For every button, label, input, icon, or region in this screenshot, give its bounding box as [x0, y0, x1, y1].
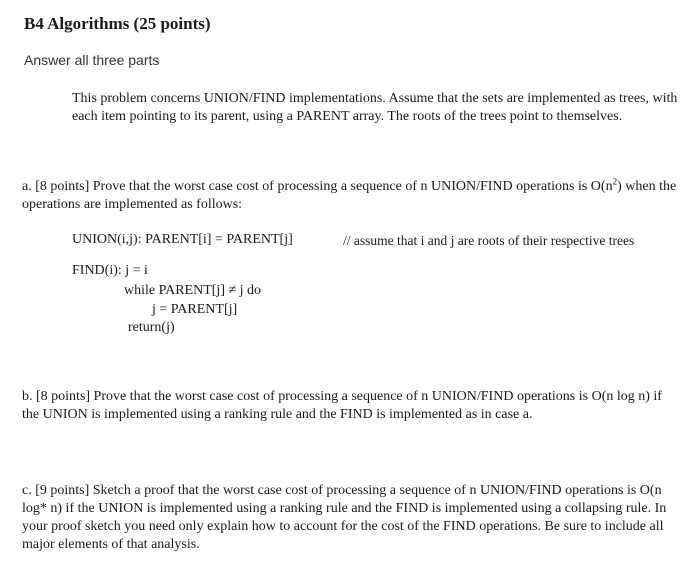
union-comment: // assume that i and j are roots of their respective trees	[343, 233, 635, 248]
instructions: Answer all three parts	[24, 52, 160, 68]
problem-intro: This problem concerns UNION/FIND implementations. Assume that the sets are implemented as trees, with each item pointing to its parent, using a PARENT array. The roots of the trees point to themselves.	[72, 91, 678, 124]
part-a-text	[22, 178, 682, 214]
find-code-line-2: while PARENT[j] ≠ j do	[124, 283, 262, 298]
part-a-exponent: 2	[612, 176, 618, 187]
find-code-line-4: return(j)	[128, 320, 175, 335]
part-b-text: b. [8 points] Prove that the worst case cost of processing a sequence of n UNION/FIND operations is O(n log n) if the UNION is implemented using a ranking rule and the FIND is implemented as in case a.	[22, 389, 662, 422]
page-title: B4 Algorithms (25 points)	[24, 14, 211, 33]
part-c-text: c. [9 points] Sketch a proof that the worst case cost of processing a sequence of n UNION/FIND operations is O(n log* n) if the UNION is implemented using a ranking rule and the FIND is implemented using a collapsing rule. In your proof sketch you need only explain how to account for the cost of the FIND operations. Be sure to include all major elements of that analysis.	[22, 483, 667, 552]
part-a-text-main: a. [8 points] Prove that the worst case cost of processing a sequence of n UNION/FIND operations is O(n	[22, 179, 613, 194]
find-code-line-1: FIND(i): j = i	[72, 263, 148, 278]
find-code-line-3: j = PARENT[j]	[152, 302, 238, 317]
union-code-line: UNION(i,j): PARENT[i] = PARENT[j]	[72, 232, 293, 247]
part-a-text-tail: ) when the operations are implemented as follows:	[22, 179, 677, 212]
